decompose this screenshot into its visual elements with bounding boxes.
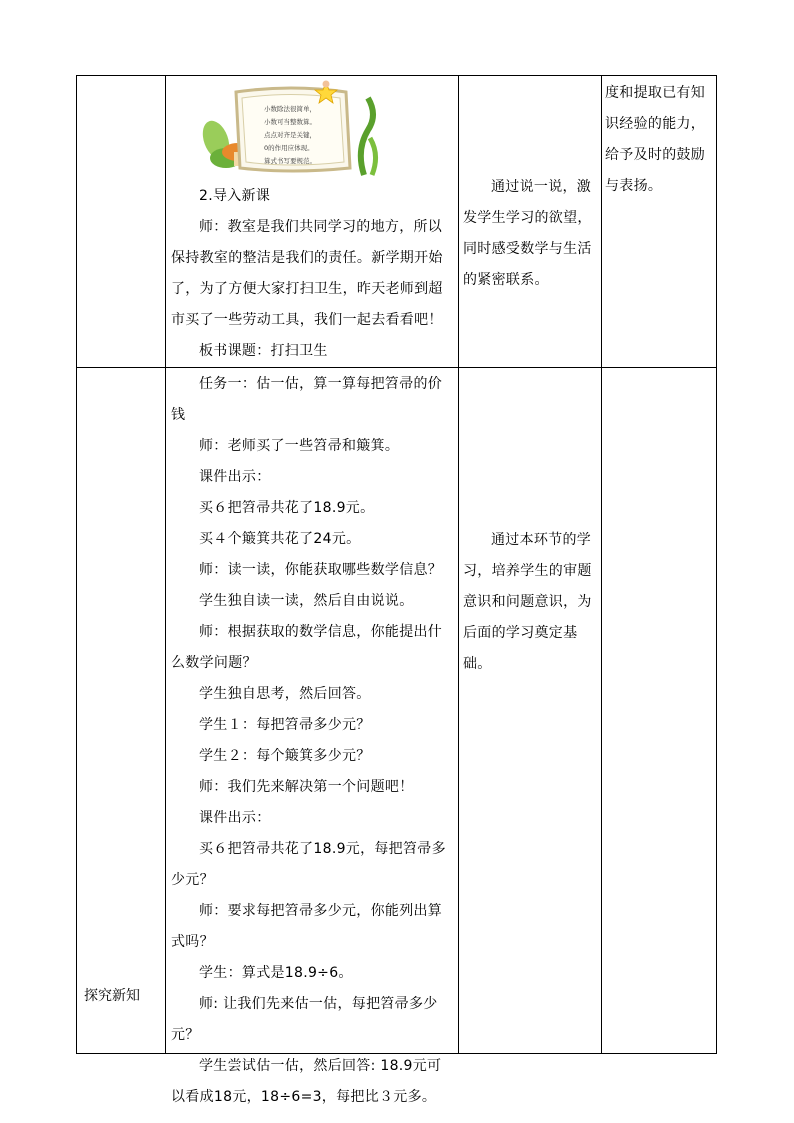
row1-evaluation: 度和提取已有知 识经验的能力， 给予及时的鼓励 与表扬。 (605, 85, 706, 194)
row2-lesson-content: 任务一：估一估，算一算每把笤帚的价钱 师：老师买了一些笤帚和簸箕。 课件出示： 买６把笤帚共花了18.9元。 买４个簸箕共花了24元。 师：读一读，你能获取哪些数学信息？ 学生独自读一读，然后自由说说。 师：根据获取的数学信息，你能提出什么数学问题？ 学生独自思考，然后回答。 学生１：每把笤帚多少元？ 学生２：每个簸箕多少元？ 师：我们先来解决第一个问题吧！ 课件出示： 买６把笤帚共花了18.9元，每把笤帚多少元？ 师：要求每把笤帚多少元，你能列出算式吗？ 学生：算式是18.9÷6。 师: 让我们先来估一估，每把笤帚多少元？ 学生尝试估一估，然后回答: 18.9元可以看成18元，18÷6=3，每把比３元多。 (171, 369, 454, 1113)
row-divider (77, 367, 716, 368)
task-title: 任务一：估一估，算一算每把笤帚的价钱 (171, 376, 443, 423)
teacher-intro: 师：教室是我们共同学习的地方，所以保持教室的整洁是我们的责任。新学期开始了，为了方便大家打扫卫生，昨天老师到超市买了一些劳动工具，我们一起去看看吧！ (171, 219, 443, 328)
column-divider (601, 76, 602, 1053)
row1-lesson-content (171, 181, 454, 367)
board-line-4: 0的作用应体现。 (264, 144, 314, 152)
row2-design-intent: 通过本环节的学习，培养学生的审题意识和问题意识，为后面的学习奠定基础。 (463, 532, 592, 672)
rhyme-board-illustration (196, 80, 382, 178)
board-line-3: 点点对齐是关键， (264, 131, 316, 139)
row1-design-intent: 通过说一说，激发学生学习的欲望，同时感受数学与生活的紧密联系。 (463, 179, 592, 288)
board-line-5: 算式书写要规范。 (264, 157, 316, 165)
rhyme-board-image (196, 80, 382, 178)
stage-label: 探究新知 (84, 988, 140, 1004)
board-line-1: 小数除法很简单， (264, 105, 316, 113)
board-line-2: 小数可当整数算。 (264, 118, 316, 126)
section-heading: 2.导入新课 (199, 188, 271, 204)
column-divider (458, 76, 459, 1053)
board-title: 板书课题：打扫卫生 (199, 343, 328, 359)
column-divider (165, 76, 166, 1053)
